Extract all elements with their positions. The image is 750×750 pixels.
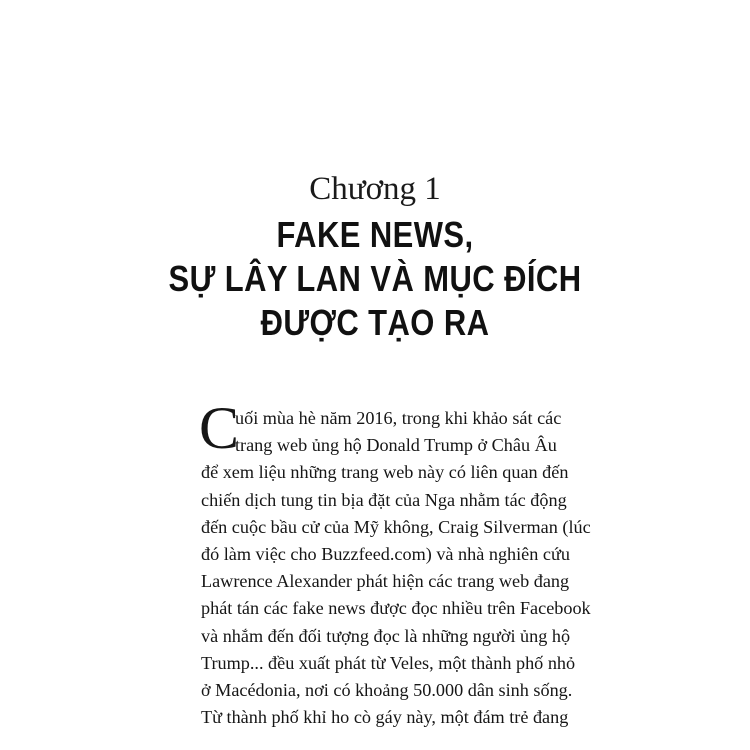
chapter-title-line: ĐƯỢC TẠO RA (260, 302, 490, 343)
chapter-label: Chương 1 (309, 171, 441, 207)
body-line: đó làm việc cho Buzzfeed.com) và nhà nghiên cứu (201, 543, 570, 564)
body-line: đến cuộc bầu cử của Mỹ không, Craig Silverman (lúc (201, 516, 591, 537)
chapter-title (53, 213, 698, 345)
body-line: phát tán các fake news được đọc nhiều trên Facebook (201, 598, 591, 619)
body-line: trang web ủng hộ Donald Trump ở Châu Âu (235, 435, 557, 456)
chapter-title-line: FAKE NEWS, (276, 214, 474, 255)
body-paragraph (201, 405, 591, 731)
body-line: chiến dịch tung tin bịa đặt của Nga nhằm tác động (201, 489, 567, 510)
body-line: Từ thành phố khỉ ho cò gáy này, một đám trẻ đang (201, 707, 569, 728)
body-line: Lawrence Alexander phát hiện các trang web đang (201, 571, 570, 592)
chapter-title-line: SỰ LÂY LAN VÀ MỤC ĐÍCH (168, 258, 582, 299)
body-line: và nhắm đến đối tượng đọc là những người ủng hộ (201, 625, 571, 646)
body-line: ở Macédonia, nơi có khoảng 50.000 dân sinh sống. (201, 679, 573, 700)
drop-cap: C (199, 395, 240, 461)
body-line: để xem liệu những trang web này có liên quan đến (201, 462, 569, 483)
body-line: Trump... đều xuất phát từ Veles, một thành phố nhỏ (201, 652, 576, 673)
body-line: uối mùa hè năm 2016, trong khi khảo sát các (235, 408, 562, 428)
